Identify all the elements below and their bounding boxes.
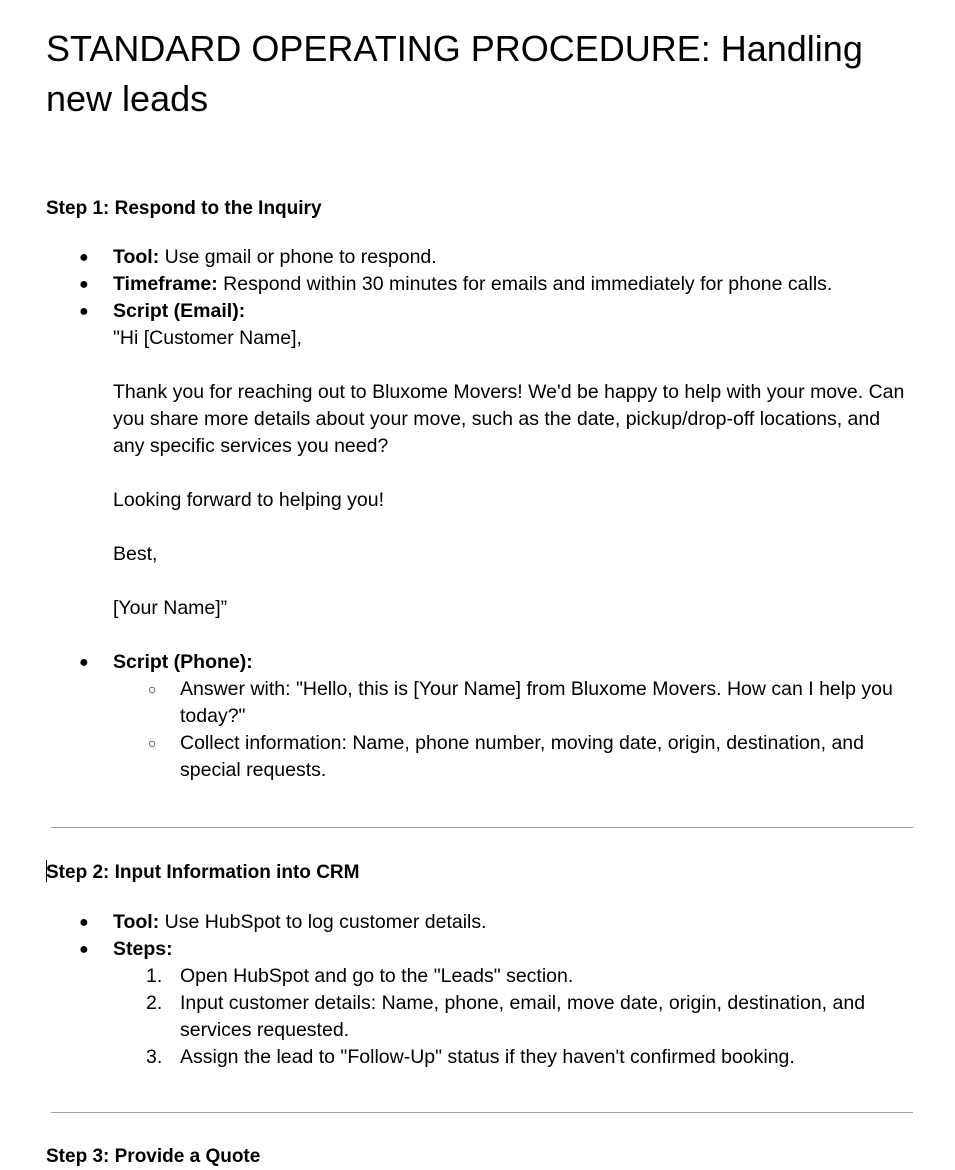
phone-script-subitem <box>46 676 916 730</box>
step2-heading <box>46 860 359 886</box>
tool-text: Use gmail or phone to respond. <box>159 246 437 268</box>
horizontal-rule <box>51 1112 913 1113</box>
step3-heading: Step 3: Provide a Quote <box>46 1146 261 1167</box>
step2-tool-item <box>46 909 916 936</box>
phone-script-collect: Collect information: Name, phone number, moving date, origin, destination, and special requests. <box>180 732 864 781</box>
tool-text: Use HubSpot to log customer details. <box>159 911 487 933</box>
timeframe-label: Timeframe: <box>113 273 218 295</box>
step1-phone-script-item <box>46 649 916 676</box>
document-title: STANDARD OPERATING PROCEDURE: Handling new leads <box>46 28 863 119</box>
email-greeting: "Hi [Customer Name], <box>113 327 302 349</box>
numbered-step <box>46 963 916 990</box>
email-name: [Your Name]” <box>113 597 228 619</box>
tool-label: Tool: <box>113 246 160 268</box>
hollow-bullet-icon: ○ <box>148 681 157 697</box>
bullet-icon: ● <box>79 249 89 266</box>
tool-label: Tool: <box>113 911 160 933</box>
step2-steps-item <box>46 936 916 963</box>
email-signoff: Best, <box>113 543 158 565</box>
email-script-label: Script (Email): <box>113 300 246 322</box>
step2-list <box>46 909 916 1071</box>
step1-heading: Step 1: Respond to the Inquiry <box>46 198 322 219</box>
step-number: 1. <box>146 965 163 987</box>
phone-script-subitem <box>46 730 916 784</box>
numbered-step <box>46 990 916 1044</box>
steps-label: Steps: <box>113 938 173 960</box>
hollow-bullet-icon: ○ <box>148 735 157 751</box>
document-page <box>46 0 916 1167</box>
bullet-icon: ● <box>79 654 89 671</box>
numbered-step <box>46 1044 916 1071</box>
bullet-icon: ● <box>79 276 89 293</box>
step-text: Open HubSpot and go to the "Leads" section. <box>180 965 574 987</box>
step-number: 2. <box>146 992 163 1014</box>
step2-heading-text: Step 2: Input Information into CRM <box>46 862 360 883</box>
step1-email-script-item <box>46 298 916 649</box>
email-body: Thank you for reaching out to Bluxome Movers! We'd be happy to help with your move. Can you share more details about your move, such as the date, pickup/drop-off locations, and any specific services you need? <box>113 381 905 457</box>
step1-tool-item <box>46 244 916 271</box>
email-closing: Looking forward to helping you! <box>113 489 385 511</box>
step1-list <box>46 244 916 784</box>
step-text: Input customer details: Name, phone, email, move date, origin, destination, and services requested. <box>180 992 866 1041</box>
horizontal-rule <box>51 827 913 828</box>
step1-timeframe-item <box>46 271 916 298</box>
step-number: 3. <box>146 1046 163 1068</box>
timeframe-text: Respond within 30 minutes for emails and immediately for phone calls. <box>217 273 833 295</box>
step-text: Assign the lead to "Follow-Up" status if they haven't confirmed booking. <box>180 1046 795 1068</box>
bullet-icon: ● <box>79 914 89 931</box>
bullet-icon: ● <box>79 303 89 320</box>
bullet-icon: ● <box>79 941 89 958</box>
phone-script-answer: Answer with: "Hello, this is [Your Name] from Bluxome Movers. How can I help you today?" <box>180 678 893 727</box>
phone-script-label: Script (Phone): <box>113 651 253 673</box>
